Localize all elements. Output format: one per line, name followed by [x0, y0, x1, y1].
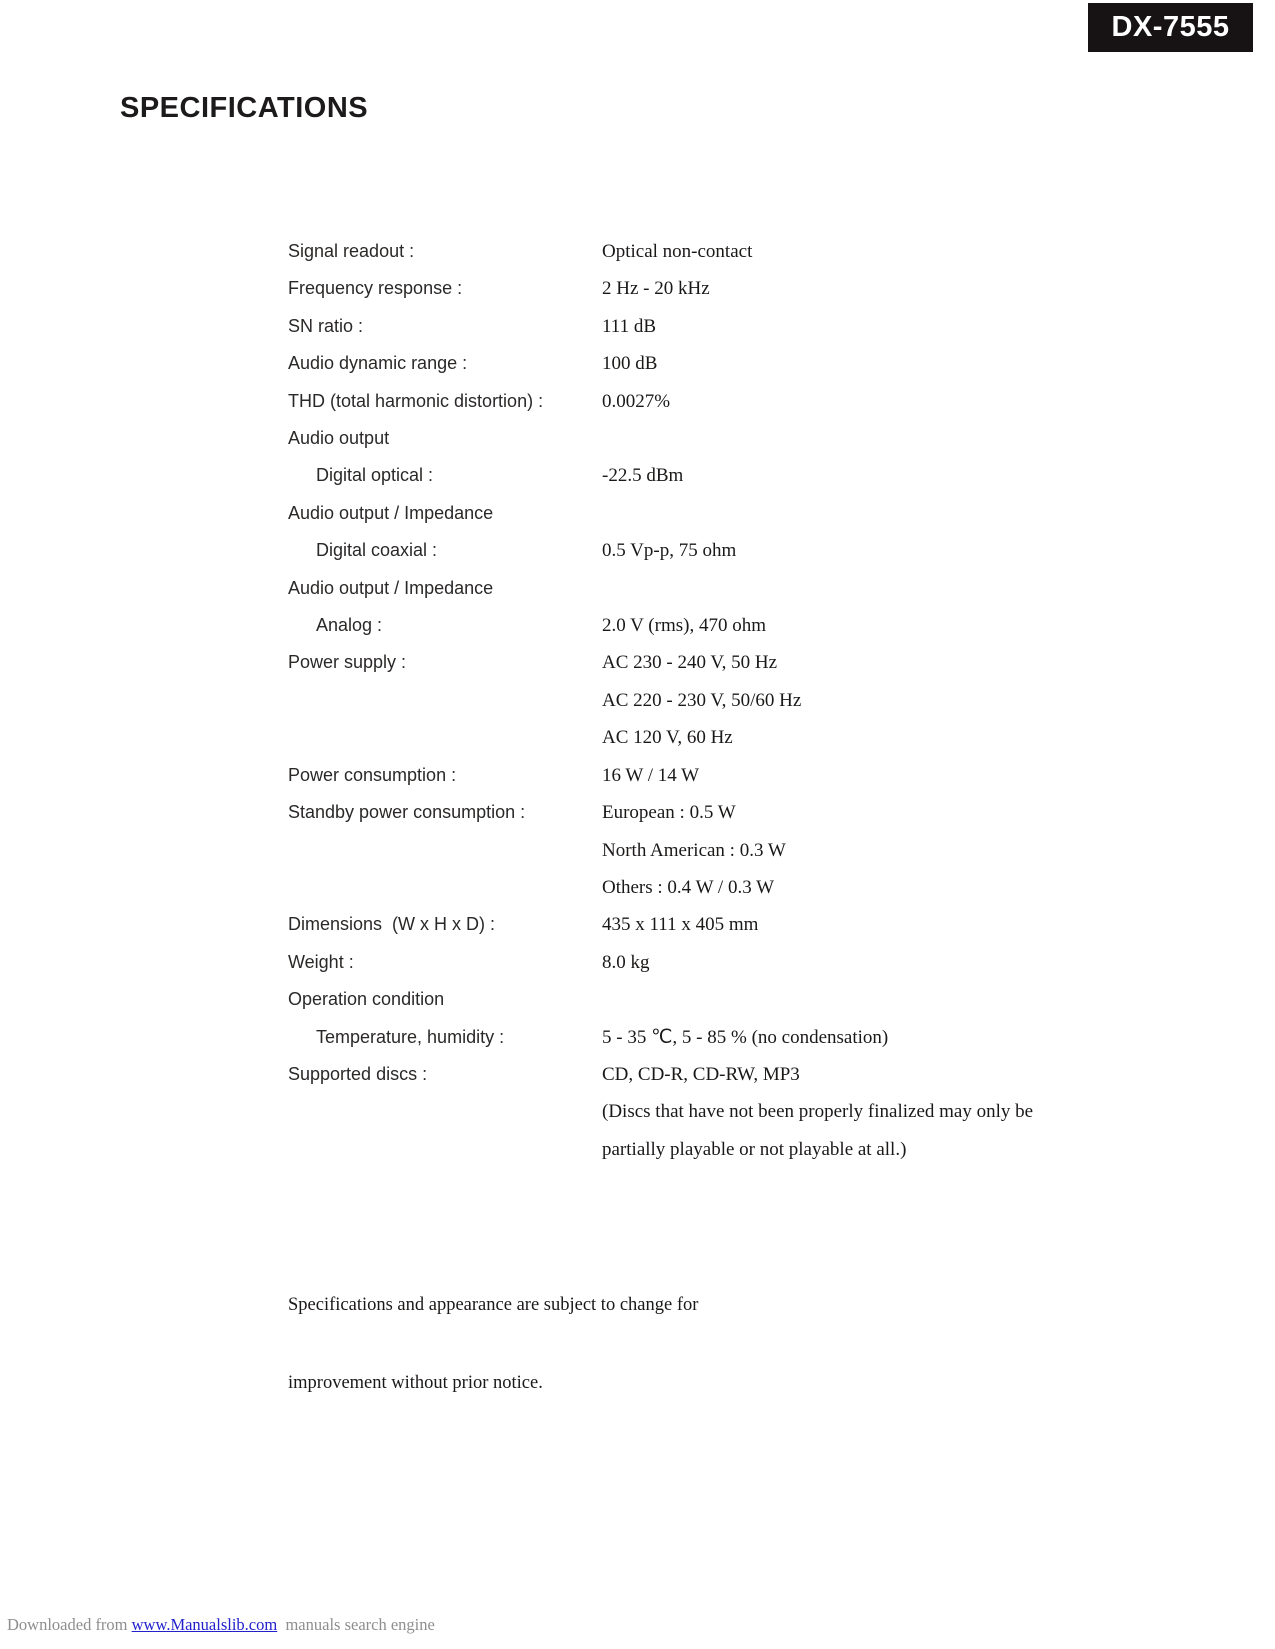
spec-value-line: 0.0027% — [602, 390, 671, 412]
spec-value-group — [602, 345, 1228, 382]
spec-value-line: Others : 0.4 W / 0.3 W — [602, 876, 775, 898]
spec-value-group — [602, 308, 1228, 345]
spec-label: Supported discs : — [288, 1063, 428, 1084]
spec-value-line: 111 dB — [602, 315, 657, 337]
spec-row — [288, 607, 1228, 644]
watermark-prefix: Downloaded from — [7, 1615, 132, 1634]
spec-row — [288, 570, 1228, 607]
spec-value-line: AC 230 - 240 V, 50 Hz — [602, 652, 778, 674]
spec-row — [288, 1019, 1228, 1056]
spec-label: Digital coaxial : — [316, 540, 438, 561]
spec-value-group — [602, 532, 1228, 569]
spec-value-group — [602, 644, 1228, 756]
spec-value-line: European : 0.5 W — [602, 802, 736, 824]
spec-label: Analog : — [316, 615, 383, 636]
spec-value-line: AC 220 - 230 V, 50/60 Hz — [602, 689, 802, 711]
manualslib-link[interactable]: www.Manualslib.com — [131, 1615, 278, 1634]
spec-value-line: 16 W / 14 W — [602, 764, 700, 786]
spec-row — [288, 308, 1228, 345]
spec-row — [288, 383, 1228, 420]
spec-value-group — [602, 981, 1228, 1018]
spec-label: Digital optical : — [316, 465, 434, 486]
spec-label: Operation condition — [288, 989, 445, 1010]
spec-row — [288, 420, 1228, 457]
spec-label: Dimensions (W x H x D) : — [288, 914, 496, 935]
spec-row — [288, 794, 1228, 906]
spec-value-group — [602, 457, 1228, 494]
page-title: SPECIFICATIONS — [120, 92, 369, 124]
spec-value-group — [602, 570, 1228, 607]
spec-label: Frequency response : — [288, 278, 463, 299]
spec-value-line: (Discs that have not been properly finalized may only be — [602, 1101, 1034, 1123]
spec-label: SN ratio : — [288, 315, 364, 336]
spec-value-line: 100 dB — [602, 353, 658, 375]
spec-value-line: 435 x 111 x 405 mm — [602, 914, 759, 936]
spec-value-line: 2 Hz - 20 kHz — [602, 278, 710, 300]
spec-value-group — [602, 1019, 1228, 1056]
spec-label: THD (total harmonic distortion) : — [288, 390, 544, 411]
spec-value-group — [602, 944, 1228, 981]
spec-row — [288, 644, 1228, 756]
spec-label: Audio output / Impedance — [288, 502, 494, 523]
spec-label: Temperature, humidity : — [316, 1026, 505, 1047]
spec-row — [288, 495, 1228, 532]
spec-value-group — [602, 420, 1228, 457]
spec-row — [288, 981, 1228, 1018]
spec-row — [288, 1056, 1228, 1168]
watermark — [7, 1614, 435, 1636]
change-notice — [288, 1240, 698, 1448]
spec-value-line: CD, CD-R, CD-RW, MP3 — [602, 1063, 800, 1085]
spec-value-line: AC 120 V, 60 Hz — [602, 727, 733, 749]
spec-value-line: North American : 0.3 W — [602, 839, 786, 861]
spec-value-group — [602, 607, 1228, 644]
spec-value-line: 8.0 kg — [602, 951, 650, 973]
spec-value-group — [602, 383, 1228, 420]
spec-row — [288, 345, 1228, 382]
spec-value-line: Optical non-contact — [602, 241, 753, 262]
spec-row — [288, 944, 1228, 981]
spec-row — [288, 270, 1228, 307]
spec-value-group — [602, 906, 1228, 943]
change-notice-line2: improvement without prior notice. — [288, 1373, 543, 1393]
spec-row — [288, 457, 1228, 494]
spec-row — [288, 906, 1228, 943]
spec-value-group — [602, 233, 1228, 270]
spec-value-line: 5 - 35 ℃, 5 - 85 % (no condensation) — [602, 1026, 889, 1048]
spec-value-line: 2.0 V (rms), 470 ohm — [602, 615, 766, 637]
spec-row — [288, 233, 1228, 270]
spec-value-group — [602, 794, 1228, 906]
spec-label: Power consumption : — [288, 764, 457, 785]
spec-value-group — [602, 1056, 1228, 1168]
spec-row — [288, 532, 1228, 569]
model-badge: DX-7555 — [1088, 3, 1253, 52]
spec-value-group — [602, 270, 1228, 307]
spec-label: Power supply : — [288, 652, 407, 673]
spec-value-line: partially playable or not playable at all.) — [602, 1138, 907, 1160]
spec-value-group — [602, 495, 1228, 532]
spec-value-line: 0.5 Vp-p, 75 ohm — [602, 540, 737, 562]
spec-label: Signal readout : — [288, 241, 415, 261]
spec-value-line: -22.5 dBm — [602, 465, 684, 487]
watermark-suffix: manuals search engine — [277, 1615, 435, 1634]
spec-list — [288, 233, 1228, 1168]
spec-label: Audio dynamic range : — [288, 353, 468, 374]
change-notice-line1: Specifications and appearance are subject to change for — [288, 1295, 699, 1315]
spec-label: Weight : — [288, 951, 354, 972]
spec-value-group — [602, 757, 1228, 794]
spec-label: Audio output — [288, 428, 390, 449]
spec-label: Standby power consumption : — [288, 802, 526, 823]
spec-row — [288, 757, 1228, 794]
spec-label: Audio output / Impedance — [288, 577, 494, 598]
